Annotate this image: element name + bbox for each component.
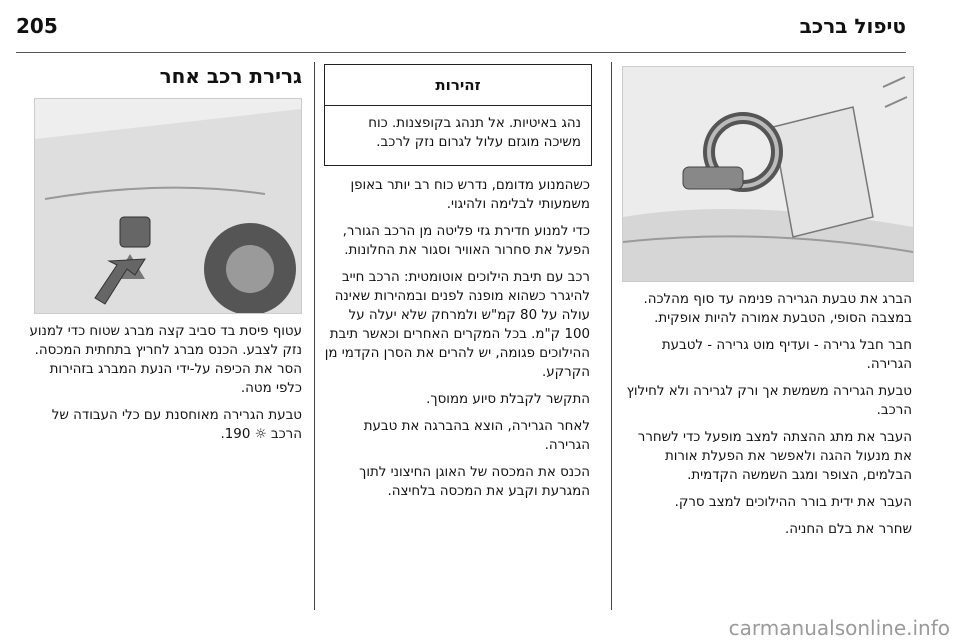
column-divider-left [314, 62, 315, 610]
header-rule [16, 52, 906, 53]
tow-eye-illustration [622, 66, 914, 282]
paragraph: חבר חבל גרירה - ועדיף מוט גרירה - לטבעת הגרירה. [661, 338, 912, 372]
paragraph: עטוף פיסת בד סביב קצה מברג שטוח כדי למנוע נזק לצבע. הכנס מברג לחריץ בתחתית המכסה. הסר את הכיפה על-ידי הנעת המברג בזהירות כלפי מטה. [29, 324, 302, 396]
paragraph: כדי למנוע חדירת גזי פליטה מן הרכב הגורר, הפעל את סחרור האוויר וסגור את החלונות. [342, 224, 590, 258]
paragraph: התקשר לקבלת סיוע ממוסך. [426, 392, 590, 407]
tow-eye-drawing [623, 67, 913, 281]
paragraph: רכב עם תיבת הילוכים אוטומטית: הרכב חייב להיגרר כשהוא מופנה לפנים ובמהירות שאינה עולה על 80 קמ"ש ולמרחק שלא יעלה על 100 ק"מ. בכל המקרים האחרים וכאשר תיבת ההילוכים פגומה, יש להרים את הסרן הקדמי מן הקרקע. [324, 270, 590, 380]
column-divider-right [611, 62, 612, 610]
paragraph: הברג את טבעת הגרירה פנימה עד סוף מהלכה. במצבה הסופי, הטבעת אמורה להיות אופקית. [643, 292, 912, 326]
page-header [16, 14, 906, 48]
caution-box [324, 64, 592, 166]
paragraph: לאחר הגרירה, הוצא בהברגה את טבעת הגרירה. [363, 419, 590, 453]
middle-column-text [324, 176, 590, 509]
page-number: 205 [16, 14, 58, 38]
paragraph: העבר את ידית בורר ההילוכים למצב סרק. [674, 495, 912, 510]
left-column-text [24, 322, 302, 452]
paragraph: טבעת הגרירה משמשת אך ורק לגרירה ולא לחילוץ הרכב. [626, 384, 912, 418]
section-heading: גרירת רכב אחר [159, 64, 302, 88]
watermark: carmanualsonline.info [728, 616, 950, 640]
caution-text: נהג באיטיות. אל תנהג בקופצנות. כוח משיכה מוגזם עלול לגרום נזק לרכב. [368, 116, 581, 150]
paragraph: שחרר את בלם החניה. [785, 522, 912, 537]
section-title: טיפול ברכב [799, 14, 906, 38]
caution-title: זהירות [325, 65, 591, 106]
paragraph: טבעת הגרירה מאוחסנת עם כלי העבודה של הרכב ☼ 190. [51, 408, 302, 442]
rear-bumper-illustration [34, 98, 302, 314]
right-column-text [622, 290, 912, 547]
paragraph: הכנס את המכסה של האוגן החיצוני לתוך המגרעת וקבע את המכסה בלחיצה. [359, 465, 590, 499]
paragraph: כשהמנוע מדומם, נדרש כוח רב יותר באופן משמעותי לבלימה ולהיגוי. [350, 178, 590, 212]
paragraph: העבר את מתג ההצתה למצב מופעל כדי לשחרר את מנעול ההגה ולאפשר את הפעלת אורות הבלמים, הצופר ומגב השמשה הקדמית. [637, 430, 912, 483]
rear-bumper-drawing [35, 99, 301, 313]
